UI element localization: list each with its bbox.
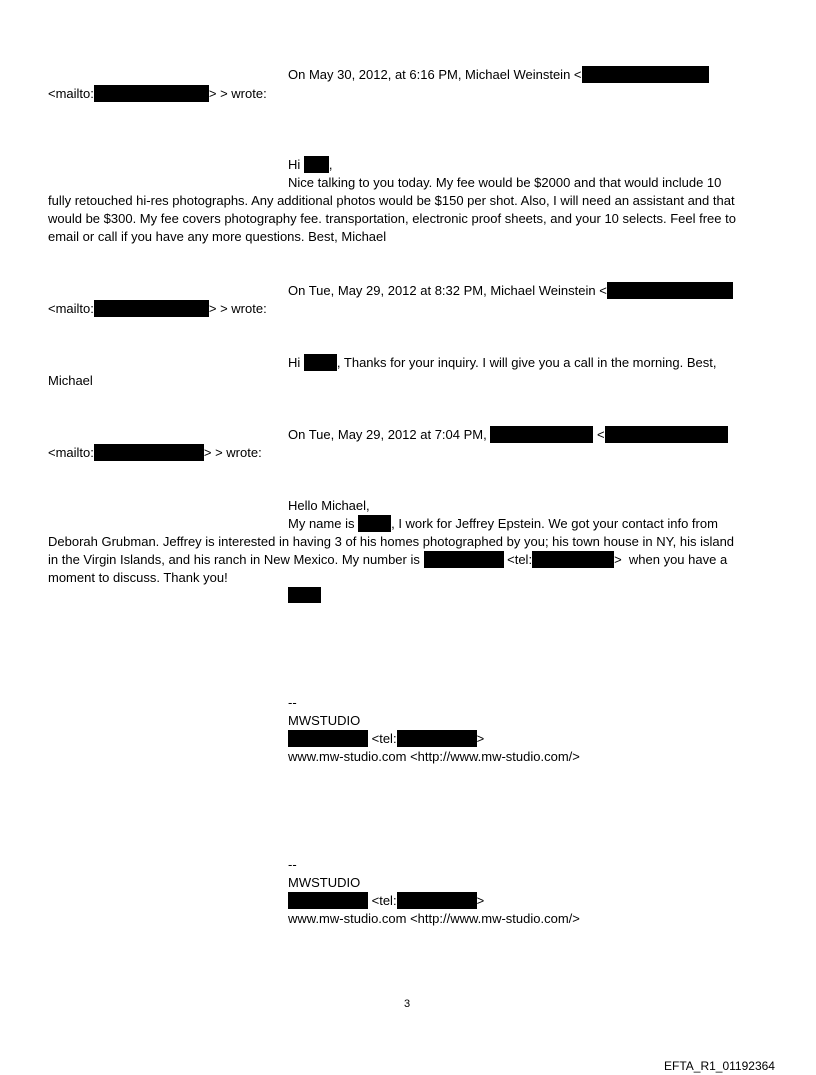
mailto-label: <mailto: (48, 86, 94, 101)
body-text: in the Virgin Islands, and his ranch in New Mexico. My number is (48, 552, 420, 567)
email2-header (288, 282, 733, 300)
email2-signoff: Michael (48, 373, 93, 388)
redaction-bar (532, 551, 614, 568)
redaction-bar (288, 730, 368, 747)
redaction-bar (94, 85, 209, 102)
redaction-bar (490, 426, 593, 443)
email1-mailto-line (48, 85, 267, 103)
redaction-bar (304, 156, 329, 173)
signature-dash: -- (288, 695, 297, 710)
email3-body-line: moment to discuss. Thank you! (48, 570, 228, 585)
signature-phone-line (288, 892, 484, 910)
redaction-bar (94, 444, 204, 461)
email2-header-text: On Tue, May 29, 2012 at 8:32 PM, Michael Weinstein < (288, 283, 607, 298)
redaction-bar (397, 730, 477, 747)
mailto-label: <mailto: (48, 301, 94, 316)
tel-label: <tel: (371, 893, 397, 908)
tel-label: <tel: (371, 731, 397, 746)
wrote-label: > > wrote: (208, 86, 267, 101)
email1-header (288, 66, 709, 84)
lt: < (596, 427, 605, 442)
email3-body-line: Deborah Grubman. Jeffrey is interested in having 3 of his homes photographed by you; his town house in NY, his island (48, 534, 735, 549)
signature-name: MWSTUDIO (288, 713, 361, 728)
close-bracket: > (476, 731, 485, 746)
email2-body-text: , Thanks for your inquiry. I will give you a call in the morning. Best, (336, 355, 717, 370)
mailto-label: <mailto: (48, 445, 94, 460)
signature-website: www.mw-studio.com <http://www.mw-studio.com/> (288, 911, 580, 926)
document-id-footer: EFTA_R1_01192364 (664, 1059, 775, 1073)
redaction-bar (582, 66, 709, 83)
redaction-bar (607, 282, 733, 299)
email3-header (288, 426, 728, 444)
redaction-block (288, 587, 321, 603)
signature-dash: -- (288, 857, 297, 872)
email3-greeting: Hello Michael, (288, 498, 370, 513)
redaction-bar (605, 426, 728, 443)
body-text: > when you have a (614, 552, 728, 567)
redaction-bar (288, 892, 368, 909)
signature-website: www.mw-studio.com <http://www.mw-studio.com/> (288, 749, 580, 764)
redaction-bar (304, 354, 337, 371)
email3-body-line (288, 515, 718, 533)
page-number: 3 (404, 998, 411, 1010)
close-bracket: > (476, 893, 485, 908)
tel-label: <tel: (507, 552, 533, 567)
hi-label: Hi (288, 157, 301, 172)
redaction-bar (358, 515, 391, 532)
email1-body-line: Nice talking to you today. My fee would be $2000 and that would include 10 (288, 175, 722, 190)
comma: , (328, 157, 333, 172)
hi-label: Hi (288, 355, 301, 370)
name-prefix: My name is (288, 516, 355, 531)
email3-header-text: On Tue, May 29, 2012 at 7:04 PM, (288, 427, 487, 442)
email1-body-line: would be $300. My fee covers photography fee. transportation, electronic proof sheets, and your 10 selects. Feel free to (48, 211, 736, 226)
redaction-bar (397, 892, 477, 909)
signature-phone-line (288, 730, 484, 748)
email1-body-line: fully retouched hi-res photographs. Any additional photos would be $150 per shot. Also, I will need an assistant and that (48, 193, 735, 208)
wrote-label: > > wrote: (208, 301, 267, 316)
email1-body-line: email or call if you have any more questions. Best, Michael (48, 229, 387, 244)
redaction-bar (94, 300, 209, 317)
signature-name: MWSTUDIO (288, 875, 361, 890)
name-suffix: , I work for Jeffrey Epstein. We got your contact info from (391, 516, 718, 531)
wrote-label: > > wrote: (203, 445, 262, 460)
email2-body (288, 354, 716, 372)
email2-mailto-line (48, 300, 267, 318)
email1-greeting (288, 156, 333, 174)
email1-header-text: On May 30, 2012, at 6:16 PM, Michael Weinstein < (288, 67, 582, 82)
redaction-bar (424, 551, 504, 568)
email3-mailto-line (48, 444, 262, 462)
email3-body-line (48, 551, 727, 569)
